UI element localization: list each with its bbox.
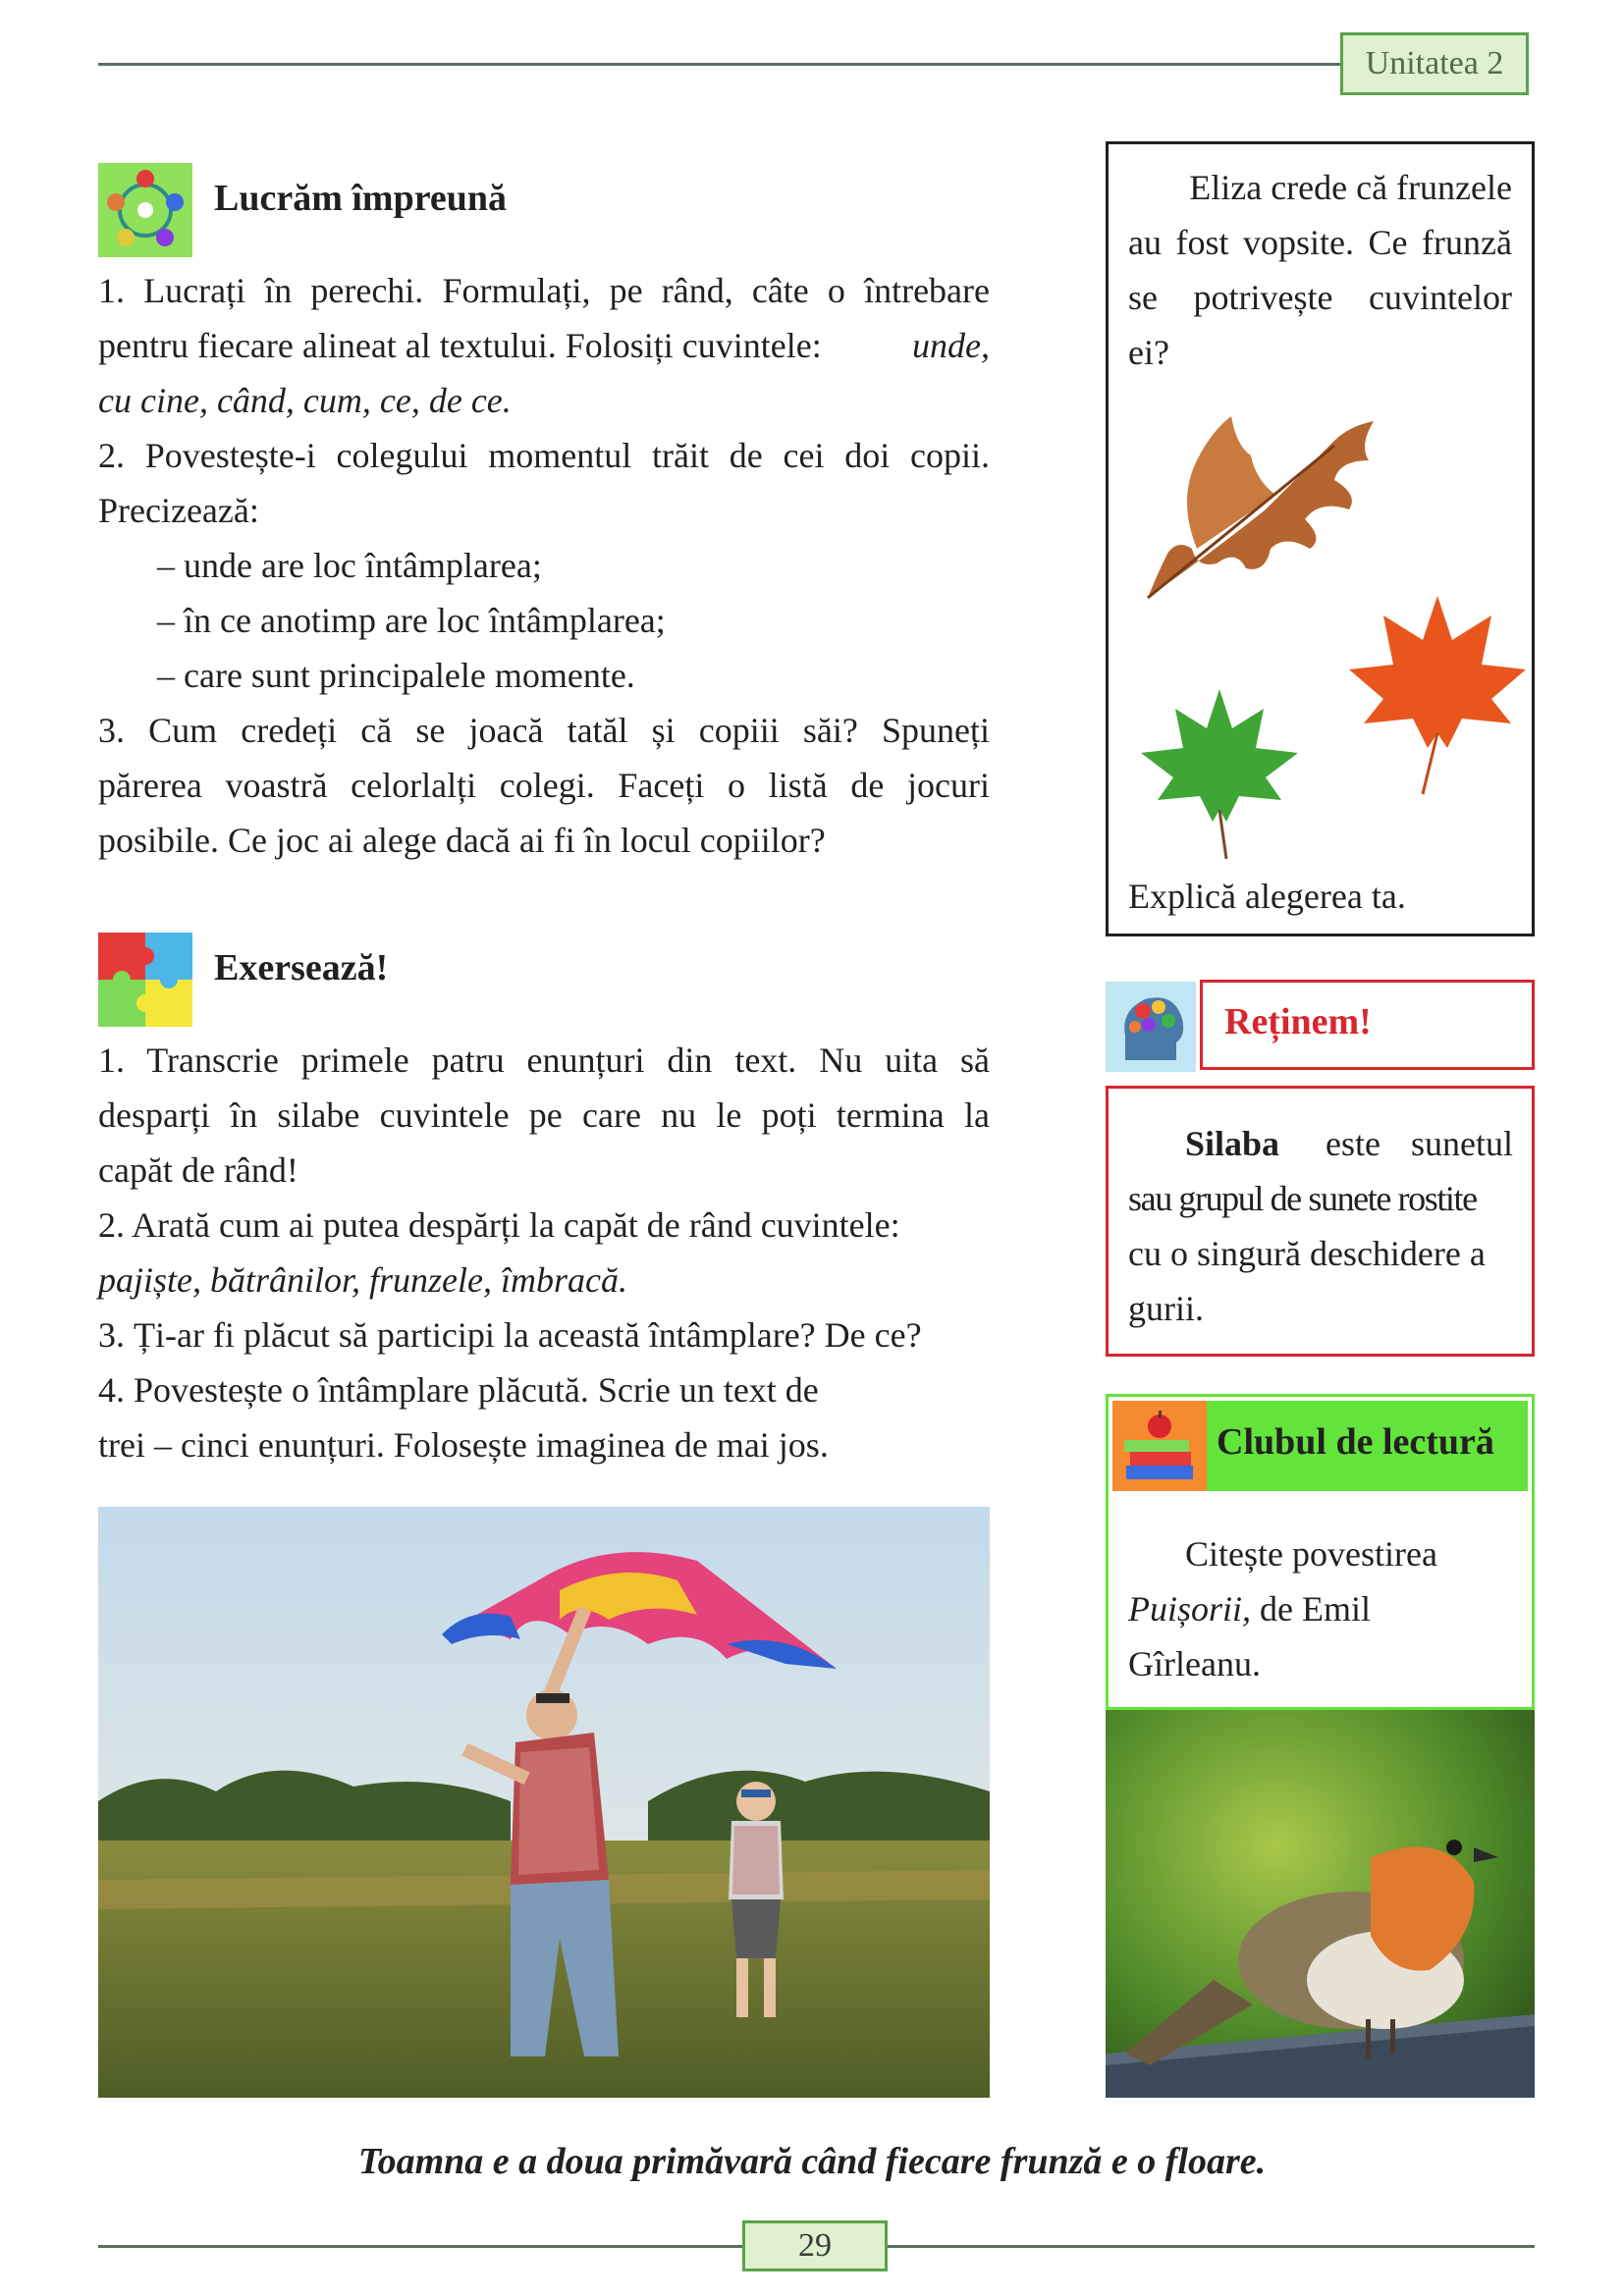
puzzle-icon (98, 933, 192, 1027)
s1-line-10: părerea voastră celorlalți colegi. Faceți o listă de jocuri (98, 766, 990, 805)
club-book-title: Puișorii, (1128, 1589, 1252, 1629)
s2-line-5 (98, 1253, 627, 1308)
leaf-line-1: Eliza crede că frunzele (1189, 168, 1512, 207)
header-rule (98, 63, 1340, 66)
leaf-line-4: ei? (1128, 333, 1169, 372)
books-apple-icon (1112, 1401, 1207, 1491)
s1-line-2 (98, 318, 990, 373)
retinem-title-box (1200, 980, 1535, 1070)
s1-line-1: 1. Lucrați în perechi. Formulați, pe rând, câte o întrebare (98, 271, 990, 310)
green-maple-leaf (1136, 684, 1303, 861)
reading-club-box (1106, 1394, 1535, 1710)
s1-line-3-italic: cu cine, când, cum, ce, de ce. (98, 381, 512, 420)
leaf-line-3: se potrivește cuvintelor (1128, 278, 1512, 317)
s2-line-4: 2. Arată cum ai putea despărți la capăt de rând cuvintele: (98, 1205, 900, 1245)
section-title-exercise: Exersează! (214, 947, 389, 988)
s1-bullet-1: – unde are loc întâmplarea; (157, 546, 542, 585)
club-line-1: Citește povestirea (1185, 1534, 1437, 1574)
s1-line-5: Precizează: (98, 491, 259, 530)
teamwork-icon (98, 163, 192, 257)
s2-line-7: 4. Povestește o întâmplare plăcută. Scrie un text de (98, 1370, 819, 1410)
robin-photo (1106, 1710, 1535, 2098)
unit-label: Unitatea 2 (1340, 32, 1529, 95)
kite-photo (98, 1507, 990, 2098)
s1-line-4: 2. Povestește-i colegului momentul trăit de cei doi copii. (98, 436, 990, 475)
retinem-title: Reținem! (1224, 1001, 1372, 1042)
retinem-line-1-rest: este sunetul (1326, 1124, 1513, 1163)
reading-club-title: Clubul de lectură (1217, 1421, 1494, 1463)
retinem-box (1106, 1086, 1535, 1357)
s2-line-8: trei – cinci enunțuri. Folosește imaginea de mai jos. (98, 1425, 829, 1465)
s2-line-2: desparți în silabe cuvintele pe care nu le poți termina la (98, 1095, 990, 1135)
s1-bullet-3: – care sunt principalele momente. (157, 656, 635, 695)
brown-oak-leaf (1138, 401, 1383, 608)
club-line-3: Gîrleanu. (1128, 1644, 1261, 1683)
retinem-line-2: sau grupul de sunete rostite (1128, 1179, 1477, 1218)
retinem-line-3: cu o singură deschidere a (1128, 1234, 1486, 1273)
club-line-2-rest: de Emil (1260, 1589, 1371, 1629)
leaf-footer: Explică alegerea ta. (1128, 877, 1406, 916)
page-number: 29 (742, 2220, 888, 2271)
s2-words-italic: pajiște, bătrânilor, frunzele, îmbracă. (98, 1260, 627, 1300)
s2-line-6: 3. Ți-ar fi plăcut să participi la această întâmplare? De ce? (98, 1315, 922, 1355)
brain-icon (1106, 982, 1196, 1072)
s1-line-11: posibile. Ce joc ai alege dacă ai fi în locul copiilor? (98, 821, 826, 860)
footer-rule-left (98, 2245, 742, 2248)
retinem-line-4: gurii. (1128, 1289, 1204, 1328)
leaf-line-2: au fost vopsite. Ce frunză (1128, 223, 1512, 262)
s1-bullet-2: – în ce anotimp are loc întâmplarea; (157, 601, 666, 640)
s2-line-1: 1. Transcrie primele patru enunțuri din text. Nu uita să (98, 1041, 990, 1080)
leaf-question-box (1106, 141, 1535, 936)
s1-line-2-italic: unde, (912, 326, 990, 365)
section-title-teamwork: Lucrăm împreună (214, 178, 508, 219)
s1-line-3 (98, 373, 512, 428)
retinem-line-1 (1185, 1116, 1513, 1171)
s1-line-9: 3. Cum credeți că se joacă tatăl și copiii săi? Spuneți (98, 711, 990, 750)
s2-line-3: capăt de rând! (98, 1150, 298, 1190)
autumn-quote: Toamna e a doua primăvară când fiecare frunză e o floare. (357, 2141, 1267, 2182)
silaba-term: Silaba (1185, 1124, 1280, 1163)
orange-maple-leaf (1344, 586, 1531, 797)
footer-rule-right (888, 2245, 1535, 2248)
s1-line-2-text: pentru fiecare alineat al textului. Folosiți cuvintele: (98, 326, 822, 365)
club-line-2 (1128, 1581, 1371, 1636)
